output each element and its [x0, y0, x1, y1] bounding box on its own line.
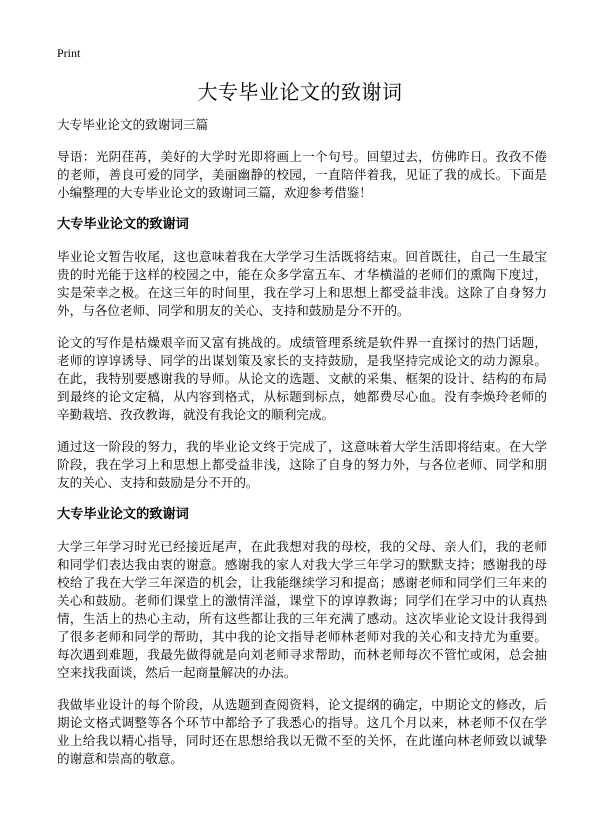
section-1-paragraph-2: 论文的写作是枯燥艰辛而又富有挑战的。成绩管理系统是软件界一直探讨的热门话题，老师的谆谆诱导、同学的出谋划策及家长的支持鼓励，是我坚持完成论文的动力源泉。在此，我特别要感谢我的导师。从论文的选题、文献的采集、框架的设计、结构的布局到最终的论文定稿，从内容到格式，从标题到标点，她都费尽心血。没有李焕玲老师的辛勤栽培、孜孜教诲，就没有我论文的顺利完成。 — [57, 335, 547, 422]
print-link[interactable]: Print — [57, 46, 81, 60]
section-2-paragraph-2: 我做毕业设计的每个阶段，从选题到查阅资料，论文提纲的确定，中期论文的修改，后期论文格式调整等各个环节中都给予了我悉心的指导。这几个月以来，林老师不仅在学业上给我以精心指导，同时还在思想给我以无微不至的关怀，在此谨向林老师致以诚挚的谢意和崇高的敬意。 — [57, 697, 547, 766]
section-1-paragraph-3: 通过这一阶段的努力，我的毕业论文终于完成了，这意味着大学生活即将结束。在大学阶段，我在学习上和思想上都受益非浅，这除了自身的努力外，与各位老师、同学和朋友的关心、支持和鼓励是分不开的。 — [57, 439, 547, 490]
intro-paragraph: 导语：光阴荏苒，美好的大学时光即将画上一个句号。回望过去，仿佛昨日。孜孜不倦的老师，善良可爱的同学，美丽幽静的校园，一直陪伴着我，见证了我的成长。下面是小编整理的大专毕业论文的致谢词三篇，欢迎参考借鉴！ — [57, 149, 547, 200]
section-1-paragraph-1: 毕业论文暂告收尾，这也意味着我在大学学习生活既将结束。回首既往，自己一生最宝贵的时光能于这样的校园之中，能在众多学富五车、才华横溢的老师们的熏陶下度过，实是荣幸之极。在这三年的时间里，我在学习上和思想上都受益非浅。这除了自身努力外，与各位老师、同学和朋友的关心、支持和鼓励是分不开的。 — [57, 249, 547, 318]
article-body — [57, 116, 547, 782]
page-title: 大专毕业论文的致谢词 — [197, 80, 403, 104]
section-2-paragraph-1: 大学三年学习时光已经接近尾声，在此我想对我的母校，我的父母、亲人们，我的老师和同学们表达我由衷的谢意。感谢我的家人对我大学三年学习的默默支持；感谢我的母校给了我在大学三年深造的机会，让我能继续学习和提高；感谢老师和同学们三年来的关心和鼓励。老师们课堂上的激情洋溢，课堂下的谆谆教诲；同学们在学习中的认真热情，生活上的热心主动，所有这些都让我的三年充满了感动。这次毕业论文设计我得到了很多老师和同学的帮助，其中我的论文指导老师林老师对我的关心和支持尤为重要。每次遇到难题，我最先做得就是向刘老师寻求帮助，而林老师每次不管忙或闲，总会抽空来找我面谈，然后一起商量解决的办法。 — [57, 539, 547, 680]
section-heading-1: 大专毕业论文的致谢词 — [57, 217, 189, 232]
section-heading-2: 大专毕业论文的致谢词 — [57, 507, 189, 522]
article-subtitle: 大专毕业论文的致谢词三篇 — [57, 117, 209, 132]
